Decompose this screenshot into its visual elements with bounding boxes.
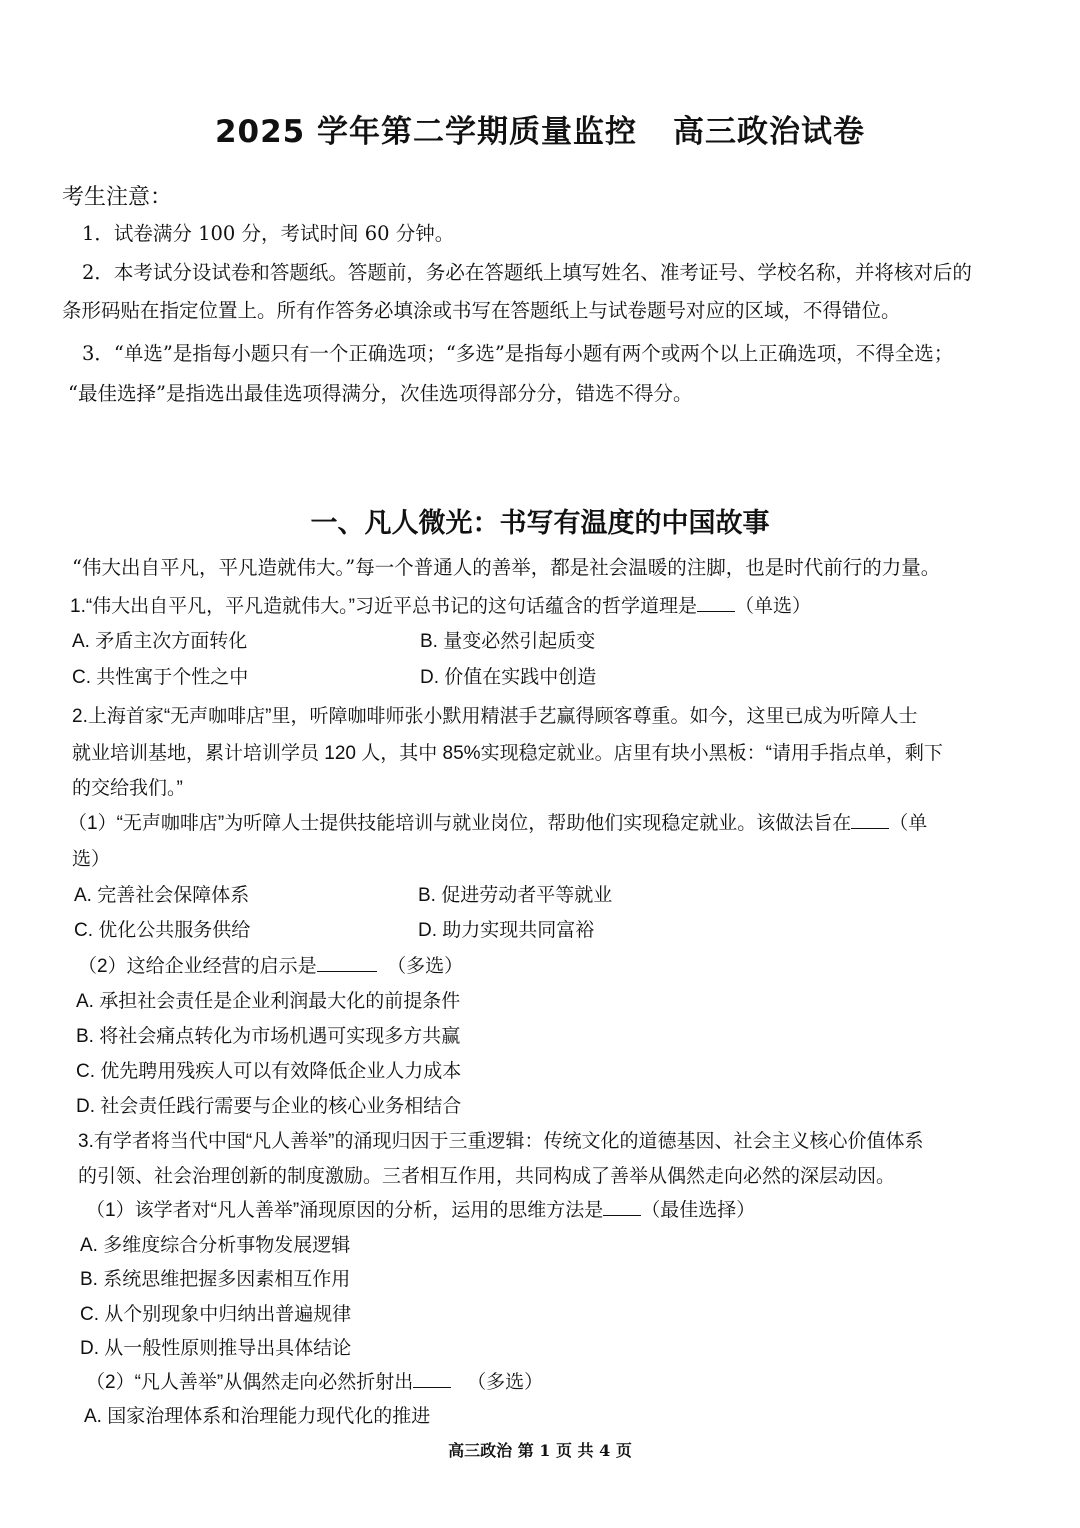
q3-part1-option-a: A. 多维度综合分析事物发展逻辑 [80, 1235, 351, 1256]
q2-part2-stem: （2）这给企业经营的启示是 （多选） [78, 953, 463, 981]
title-main: 2025 学年第二学期质量监控 [214, 114, 638, 150]
answer-blank [317, 953, 377, 972]
page-title [0, 106, 1080, 151]
q2-part1-option-d: D. 助力实现共同富裕 [418, 920, 595, 941]
answer-blank [603, 1197, 641, 1216]
q2-part1-type-cont: 选） [72, 849, 111, 870]
q2-part1-option-c: C. 优化公共服务供给 [74, 920, 251, 941]
notice-line-2: 2．本考试分设试卷和答题纸。答题前，务必在答题纸上填写姓名、准考证号、学校名称，并将核对后的 [82, 261, 972, 284]
q3-part1-option-d: D. 从一般性原则推导出具体结论 [80, 1338, 352, 1359]
q3-stem-1: 3.有学者将当代中国“凡人善举”的涌现归因于三重逻辑：传统文化的道德基因、社会主义核心价值体系 [78, 1131, 924, 1152]
answer-blank [851, 810, 889, 829]
section-title: 一、凡人微光：书写有温度的中国故事 [310, 508, 770, 539]
q1-stem: 1.“伟大出自平凡，平凡造就伟大。”习近平总书记的这句话蕴含的哲学道理是 （单选） [70, 593, 811, 621]
notice-heading: 考生注意： [62, 185, 173, 210]
q3-part1-option-c: C. 从个别现象中归纳出普遍规律 [80, 1304, 352, 1325]
q1-option-c: C. 共性寓于个性之中 [72, 667, 249, 688]
q2-part1-stem: （1）“无声咖啡店”为听障人士提供技能培训与就业岗位，帮助他们实现稳定就业。该做法旨在 （单 [68, 810, 927, 838]
q1-option-d: D. 价值在实践中创造 [420, 667, 597, 688]
q2-part2-option-b: B. 将社会痛点转化为市场机遇可实现多方共赢 [76, 1026, 461, 1047]
q2-part2-option-a: A. 承担社会责任是企业利润最大化的前提条件 [76, 991, 461, 1012]
q2-part2-option-c: C. 优先聘用残疾人可以有效降低企业人力成本 [76, 1061, 462, 1082]
q2-part2-option-d: D. 社会责任践行需要与企业的核心业务相结合 [76, 1096, 462, 1117]
notice-line-4: 3．“单选”是指每小题只有一个正确选项；“多选”是指每小题有两个或两个以上正确选项，不得全选； [82, 342, 954, 365]
section-intro: “伟大出自平凡，平凡造就伟大。”每一个普通人的善举，都是社会温暖的注脚，也是时代前行的力量。 [72, 556, 941, 579]
q1-option-b: B. 量变必然引起质变 [420, 631, 596, 652]
answer-blank [697, 593, 735, 612]
q2-stem-1: 2.上海首家“无声咖啡店”里，听障咖啡师张小默用精湛手艺赢得顾客尊重。如今，这里已成为听障人士 [72, 706, 918, 727]
page-footer: 高三政治 第 1 页 共 4 页 [448, 1441, 632, 1460]
notice-line-3: 条形码贴在指定位置上。所有作答务必填涂或书写在答题纸上与试卷题号对应的区域，不得错位。 [62, 299, 901, 322]
q2-stem-2: 就业培训基地，累计培训学员 120 人，其中 85%实现稳定就业。店里有块小黑板：“请用手指点单，剩下 [72, 743, 943, 764]
title-sub: 高三政治试卷 [673, 114, 866, 150]
q3-part2-stem: （2）“凡人善举”从偶然走向必然折射出 （多选） [86, 1369, 543, 1397]
q2-part1-option-a: A. 完善社会保障体系 [74, 885, 250, 906]
notice-line-5: “最佳选择”是指选出最佳选项得满分，次佳选项得部分分，错选不得分。 [68, 382, 693, 405]
q1-option-a: A. 矛盾主次方面转化 [72, 631, 248, 652]
answer-blank [413, 1369, 451, 1388]
q3-part1-option-b: B. 系统思维把握多因素相互作用 [80, 1269, 351, 1290]
q2-part1-option-b: B. 促进劳动者平等就业 [418, 885, 613, 906]
q3-part1-stem: （1）该学者对“凡人善举”涌现原因的分析，运用的思维方法是 （最佳选择） [86, 1197, 755, 1225]
notice-line-1: 1．试卷满分 100 分，考试时间 60 分钟。 [82, 222, 455, 245]
q3-stem-2: 的引领、社会治理创新的制度激励。三者相互作用，共同构成了善举从偶然走向必然的深层动因。 [78, 1166, 896, 1187]
q3-part2-option-a: A. 国家治理体系和治理能力现代化的推进 [84, 1406, 431, 1427]
q2-stem-3: 的交给我们。” [72, 778, 183, 799]
